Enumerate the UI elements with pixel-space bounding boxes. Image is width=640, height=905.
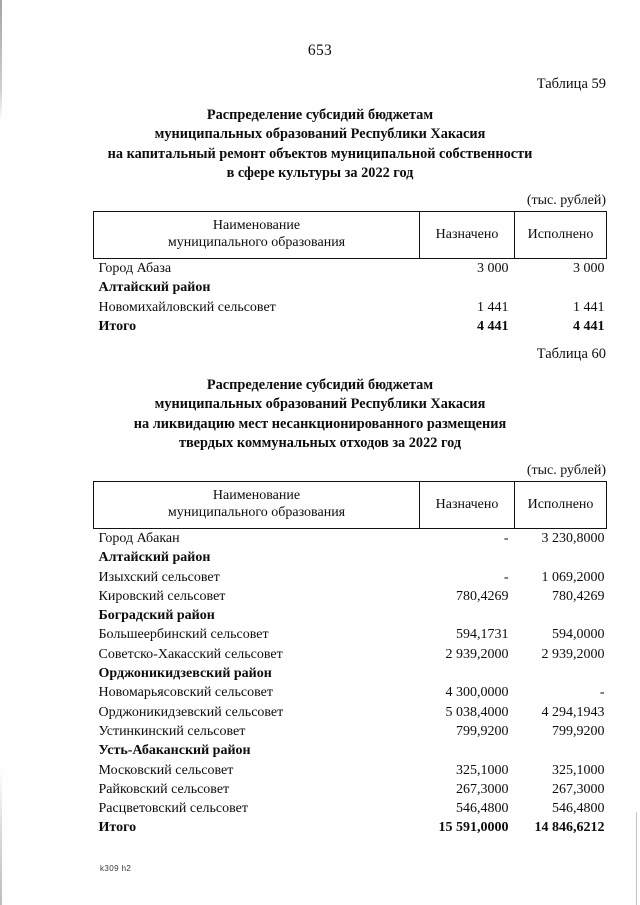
- row-assigned-value: [420, 278, 515, 297]
- table-60-title-line-3: на ликвидацию мест несанкционированного размещения: [133, 415, 507, 432]
- row-assigned-value: [420, 606, 515, 625]
- row-total-label: Итого: [98, 820, 137, 836]
- table-59-col-name: [94, 212, 420, 259]
- table-60-col-executed: Исполнено: [515, 482, 607, 529]
- row-assigned-value: 546,4800: [456, 801, 509, 817]
- table-row: [94, 606, 607, 625]
- table-59-label: Таблица 59: [536, 76, 606, 92]
- table-59-units: (тыс. рублей): [526, 193, 606, 208]
- row-executed-value: 594,0000: [552, 627, 605, 643]
- table-row: [94, 587, 607, 606]
- row-group-label: Боградский район: [98, 608, 215, 624]
- table-row: [94, 298, 607, 317]
- row-assigned-value: [420, 548, 515, 567]
- row-executed-value: 4 294,1943: [541, 704, 605, 720]
- table-60-body: [94, 529, 607, 838]
- table-row: [94, 645, 607, 664]
- table-row: [94, 664, 607, 683]
- row-name: Изыхский сельсовет: [98, 569, 220, 585]
- row-group-label: Орджоникидзевский район: [98, 666, 272, 682]
- table-59-title-line-1: Распределение субсидий бюджетам: [206, 107, 434, 123]
- row-assigned-value: 5 038,4000: [445, 704, 509, 720]
- table-60: [93, 481, 607, 838]
- row-executed-value: 267,3000: [552, 781, 605, 797]
- row-assigned-value: 4 300,0000: [445, 685, 509, 701]
- row-assigned-value: 594,1731: [456, 627, 509, 643]
- row-executed-value: 3 000: [573, 261, 605, 276]
- row-assigned-value: -: [503, 569, 509, 585]
- table-row: [94, 799, 607, 818]
- row-name: Райковский сельсовет: [98, 781, 230, 797]
- table-60-units: (тыс. рублей): [526, 463, 606, 478]
- table-59-header-row: [94, 212, 607, 259]
- row-name: Кировский сельсовет: [98, 588, 226, 604]
- table-60-title: [0, 376, 640, 454]
- row-assigned-value: -: [503, 531, 509, 546]
- table-60-label: Таблица 60: [536, 346, 606, 362]
- row-assigned-value: 780,4269: [456, 588, 509, 604]
- row-name: Расцветовский сельсовет: [98, 801, 248, 817]
- row-group-label: Усть-Абаканский район: [98, 743, 251, 759]
- table-row: [94, 761, 607, 780]
- table-60-title-line-4: твердых коммунальных отходов за 2022 год: [178, 435, 462, 452]
- table-59-title-line-2: муниципальных образований Республики Хакасия: [154, 126, 486, 143]
- row-total-label: Итого: [98, 318, 137, 334]
- row-name: Большеербинский сельсовет: [98, 627, 269, 643]
- footer-scan-mark: k309 h2: [100, 864, 132, 873]
- row-executed-value: 3 230,8000: [541, 531, 605, 546]
- row-assigned-value: 1 441: [477, 299, 509, 315]
- table-59-col-assigned: Назначено: [420, 212, 515, 259]
- row-name: Город Абаза: [98, 261, 172, 276]
- table-row: [94, 568, 607, 587]
- row-executed-value: [515, 664, 607, 683]
- row-group-label: Алтайский район: [98, 280, 211, 296]
- table-row: [94, 529, 607, 549]
- row-name: Орджоникидзевский сельсовет: [98, 704, 284, 720]
- table-59-head: [94, 212, 607, 259]
- row-name: Новомихайловский сельсовет: [98, 299, 276, 315]
- row-name: Город Абакан: [98, 531, 180, 546]
- row-executed-value: [515, 278, 607, 297]
- row-executed-value: 1 441: [573, 299, 605, 315]
- row-name: Московский сельсовет: [98, 762, 234, 778]
- row-name: Устинкинский сельсовет: [98, 723, 246, 739]
- table-60-col-name: [94, 482, 420, 529]
- scan-edge-artifact-right: [636, 812, 637, 905]
- table-60-col-assigned: Назначено: [420, 482, 515, 529]
- row-name: Советско-Хакасский сельсовет: [98, 646, 283, 662]
- row-group-label: Алтайский район: [98, 550, 211, 566]
- table-59: [93, 211, 607, 336]
- row-assigned-value: 799,9200: [456, 723, 509, 739]
- row-assigned-value: [420, 664, 515, 683]
- table-row: [94, 818, 607, 837]
- table-60-head: [94, 482, 607, 529]
- page-number: 653: [307, 42, 333, 59]
- table-row: [94, 278, 607, 297]
- row-executed-value: 14 846,6212: [534, 820, 605, 836]
- row-name: Новомарьясовский сельсовет: [98, 685, 273, 701]
- row-executed-value: 799,9200: [552, 723, 605, 739]
- table-row: [94, 548, 607, 567]
- row-executed-value: 4 441: [573, 318, 605, 334]
- table-59-title-line-4: в сфере культуры за 2022 год: [226, 165, 414, 182]
- row-executed-value: [515, 548, 607, 567]
- row-executed-value: -: [599, 685, 605, 701]
- row-executed-value: [515, 741, 607, 760]
- table-row: [94, 780, 607, 799]
- table-row: [94, 625, 607, 644]
- row-executed-value: 2 939,2000: [541, 646, 605, 662]
- table-row: [94, 703, 607, 722]
- row-executed-value: 780,4269: [552, 588, 605, 604]
- row-assigned-value: 15 591,0000: [438, 820, 509, 836]
- table-60-col-name-line-1: Наименование: [212, 488, 301, 503]
- row-assigned-value: 325,1000: [456, 762, 509, 778]
- row-assigned-value: 267,3000: [456, 781, 509, 797]
- table-59-title-line-3: на капитальный ремонт объектов муниципальной собственности: [107, 145, 533, 162]
- table-60-title-line-1: Распределение субсидий бюджетам: [206, 377, 434, 393]
- table-59-col-name-line-1: Наименование: [212, 218, 301, 233]
- table-row: [94, 722, 607, 741]
- row-assigned-value: [420, 741, 515, 760]
- row-executed-value: [515, 606, 607, 625]
- table-row: [94, 259, 607, 279]
- row-executed-value: 325,1000: [552, 762, 605, 778]
- table-row: [94, 683, 607, 702]
- table-60-col-name-line-2: муниципального образования: [167, 505, 346, 520]
- row-executed-value: 1 069,2000: [541, 569, 605, 585]
- row-executed-value: 546,4800: [552, 801, 605, 817]
- table-60-header-row: [94, 482, 607, 529]
- table-row: [94, 317, 607, 336]
- table-row: [94, 741, 607, 760]
- table-59-body: [94, 259, 607, 337]
- table-59-col-executed: Исполнено: [515, 212, 607, 259]
- table-59-col-name-line-2: муниципального образования: [167, 235, 346, 250]
- table-59-title: [0, 106, 640, 184]
- row-assigned-value: 3 000: [477, 261, 509, 276]
- row-assigned-value: 4 441: [477, 318, 509, 334]
- table-60-title-line-2: муниципальных образований Республики Хакасия: [154, 396, 486, 413]
- row-assigned-value: 2 939,2000: [445, 646, 509, 662]
